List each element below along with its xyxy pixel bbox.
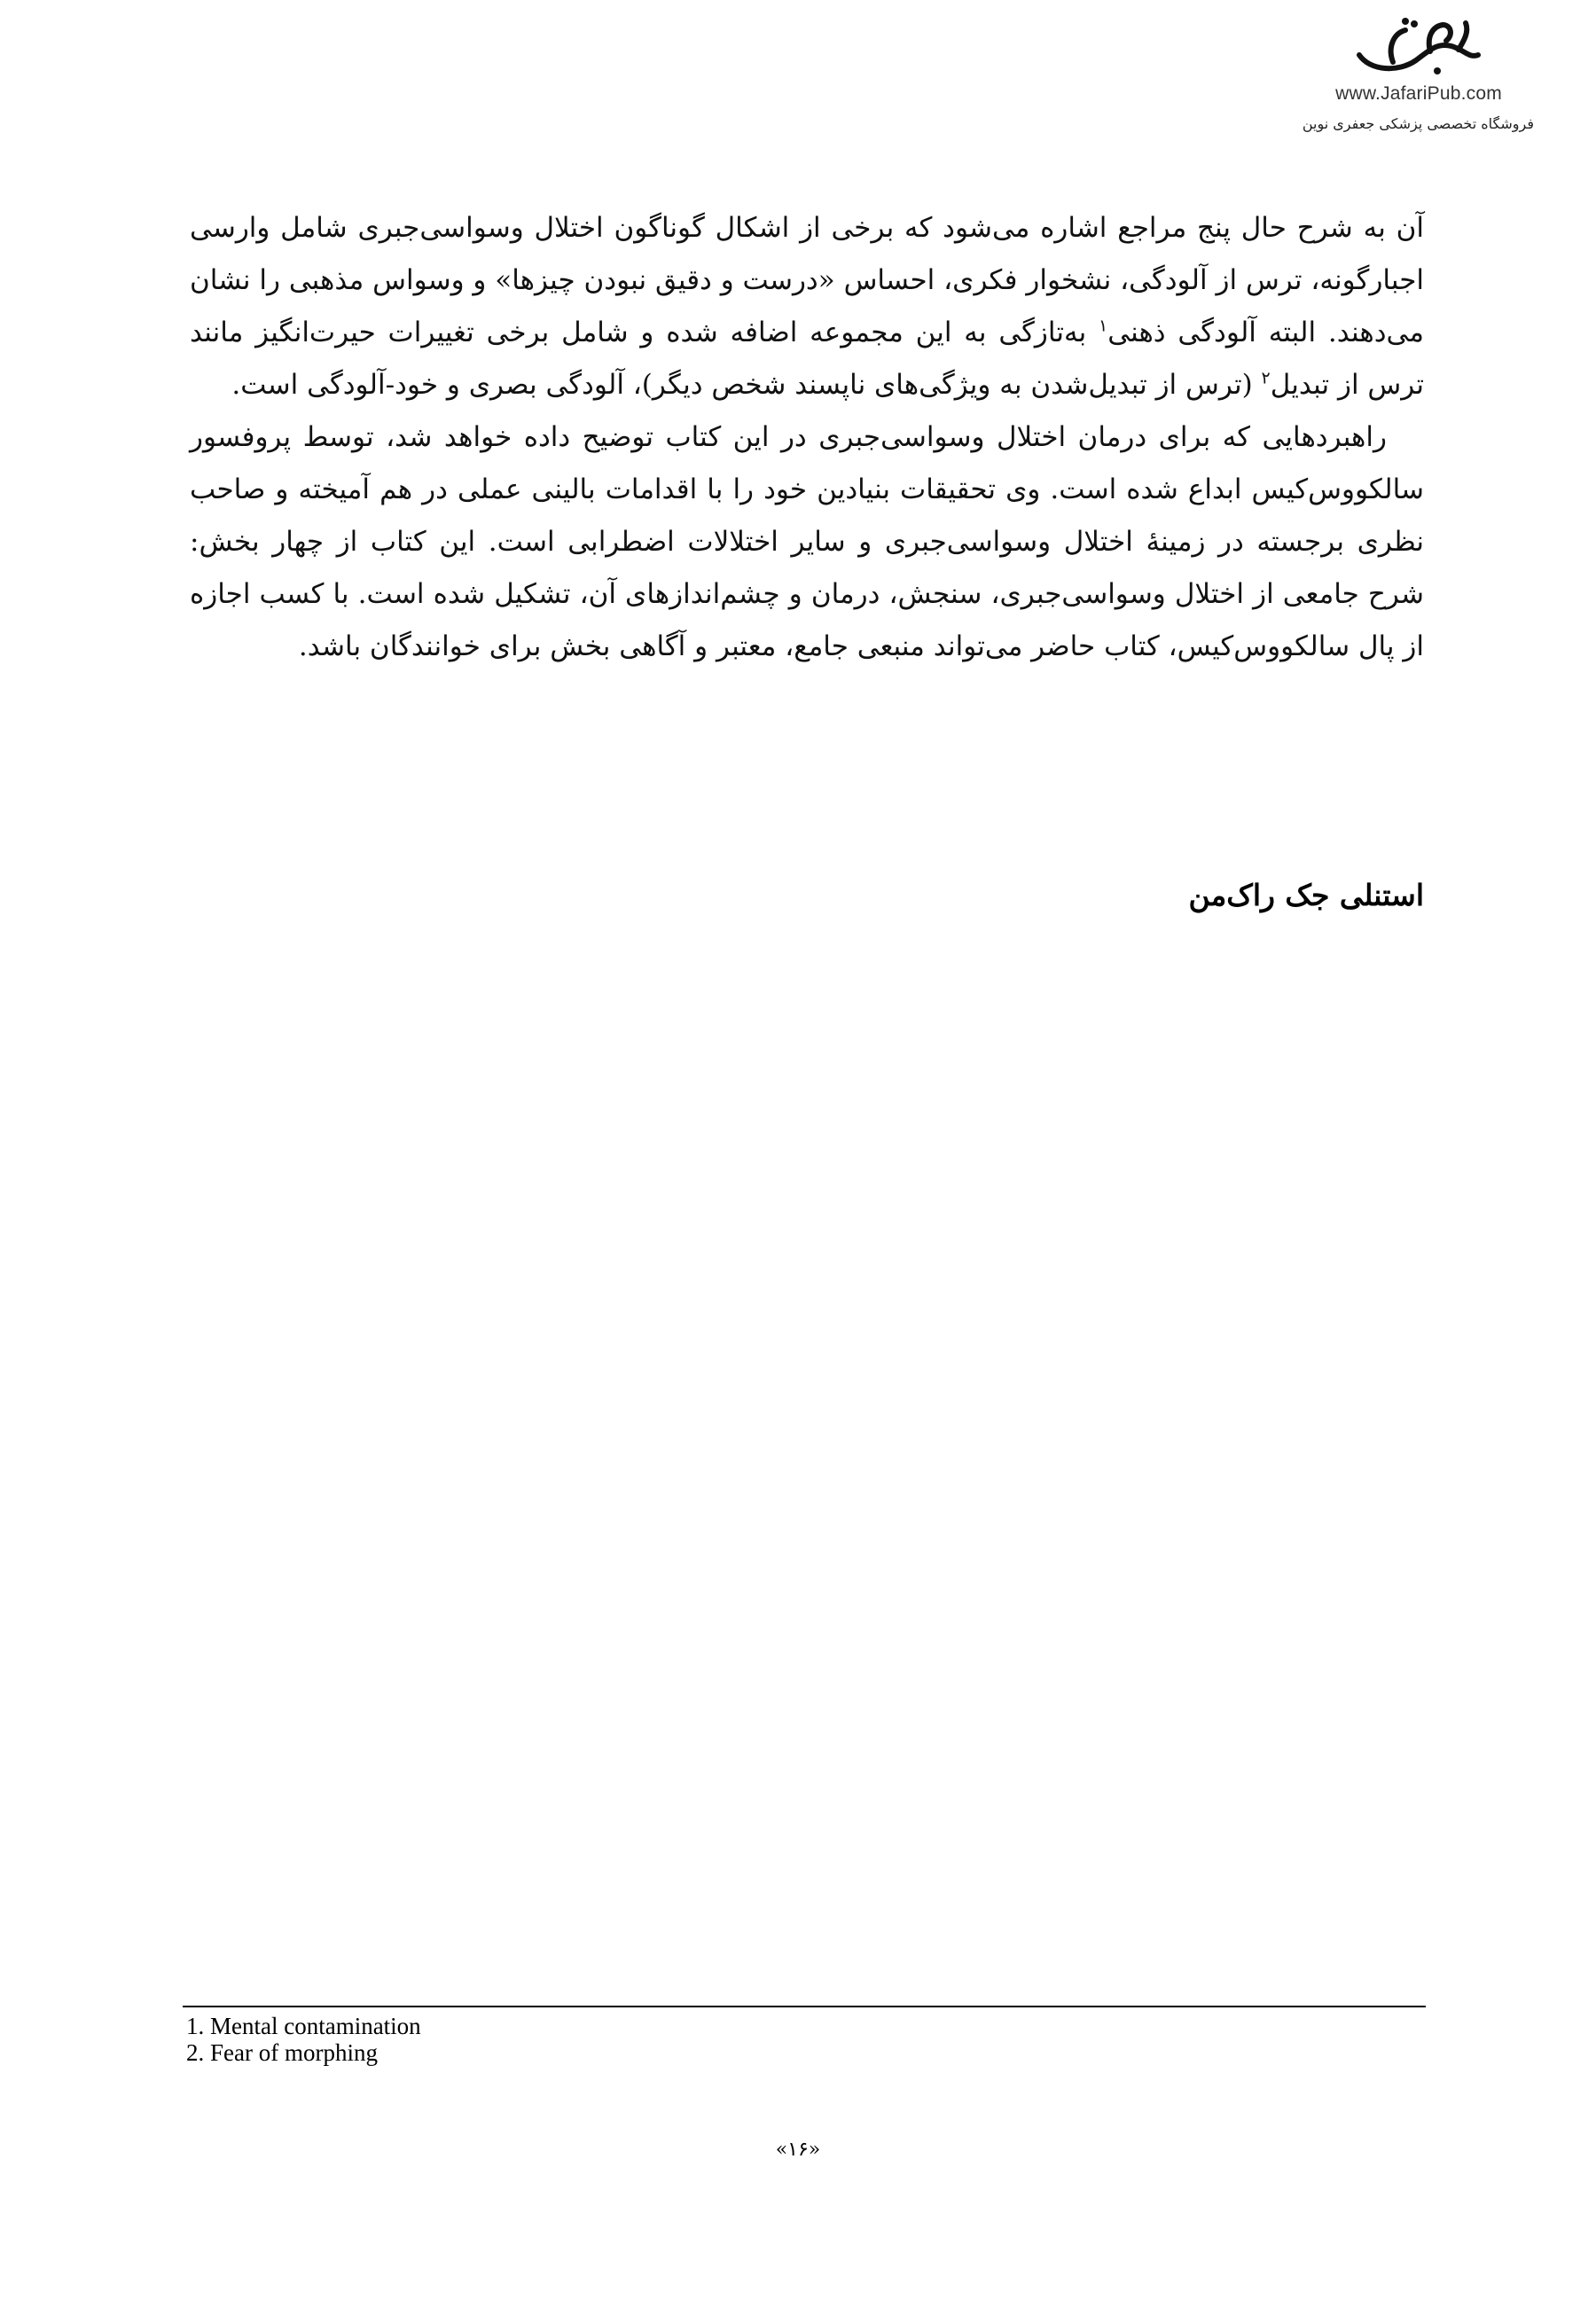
calligraphy-logo-icon <box>1352 16 1485 82</box>
footnote-1: 1. Mental contamination <box>186 2013 421 2039</box>
paragraph-2: راهبردهایی که برای درمان اختلال وسواسی‌جبری در این کتاب توضیح داده خواهد شد، توسط پروفسور سالکووس‌کیس ابداع شده است. وی تحقیقات بنیادین خود را با اقدامات بالینی عملی در هم آمیخته و صاحب نظری برجسته در زمینهٔ اختلال وسواسی‌جبری و سایر اختلالات اضطرابی است. این کتاب از چهار بخش: شرح جامعی از اختلال وسواسی‌جبری، سنجش، درمان و چشم‌اندازهای آن، تشکیل شده است. با کسب اجازه از پال سالکووس‌کیس، کتاب حاضر می‌تواند منبعی جامع، معتبر و آگاهی بخش برای خوانندگان باشد. <box>190 421 1424 662</box>
page-number: «۱۶» <box>775 2139 821 2161</box>
author-signature: استنلی جک راک‌من <box>1188 878 1424 912</box>
body-text <box>190 202 1424 673</box>
publisher-url: www.JafariPub.com <box>1335 83 1502 104</box>
paragraph-1: آن به شرح حال پنج مراجع اشاره می‌شود که برخی از اشکال گوناگون اختلال وسواسی‌جبری شامل وارسی اجبارگونه، ترس از آلودگی، نشخوار فکری، احساس «درست و دقیق نبودن چیزها» و وسواس مذهبی را نشان می‌دهند. البته آلودگی ذهنی$^۱$ به‌تازگی به این مجموعه اضافه شده و شامل برخی تغییرات حیرت‌انگیز مانند ترس از تبدیل$^۲$ (ترس از تبدیل‌شدن به ویژگی‌های ناپسند شخص دیگر)، آلودگی بصری و خود-آلودگی است. <box>190 212 1424 401</box>
publisher-logo <box>1303 16 1534 132</box>
footnotes <box>186 2013 1073 2066</box>
publisher-tagline: فروشگاه تخصصی پزشکی جعفری نوین <box>1302 115 1534 132</box>
footnote-ref-2: ۲ <box>1261 368 1271 388</box>
footnote-divider <box>183 2006 1426 2007</box>
footnote-2: 2. Fear of morphing <box>186 2039 378 2066</box>
footnote-ref-1: ۱ <box>1099 316 1108 336</box>
